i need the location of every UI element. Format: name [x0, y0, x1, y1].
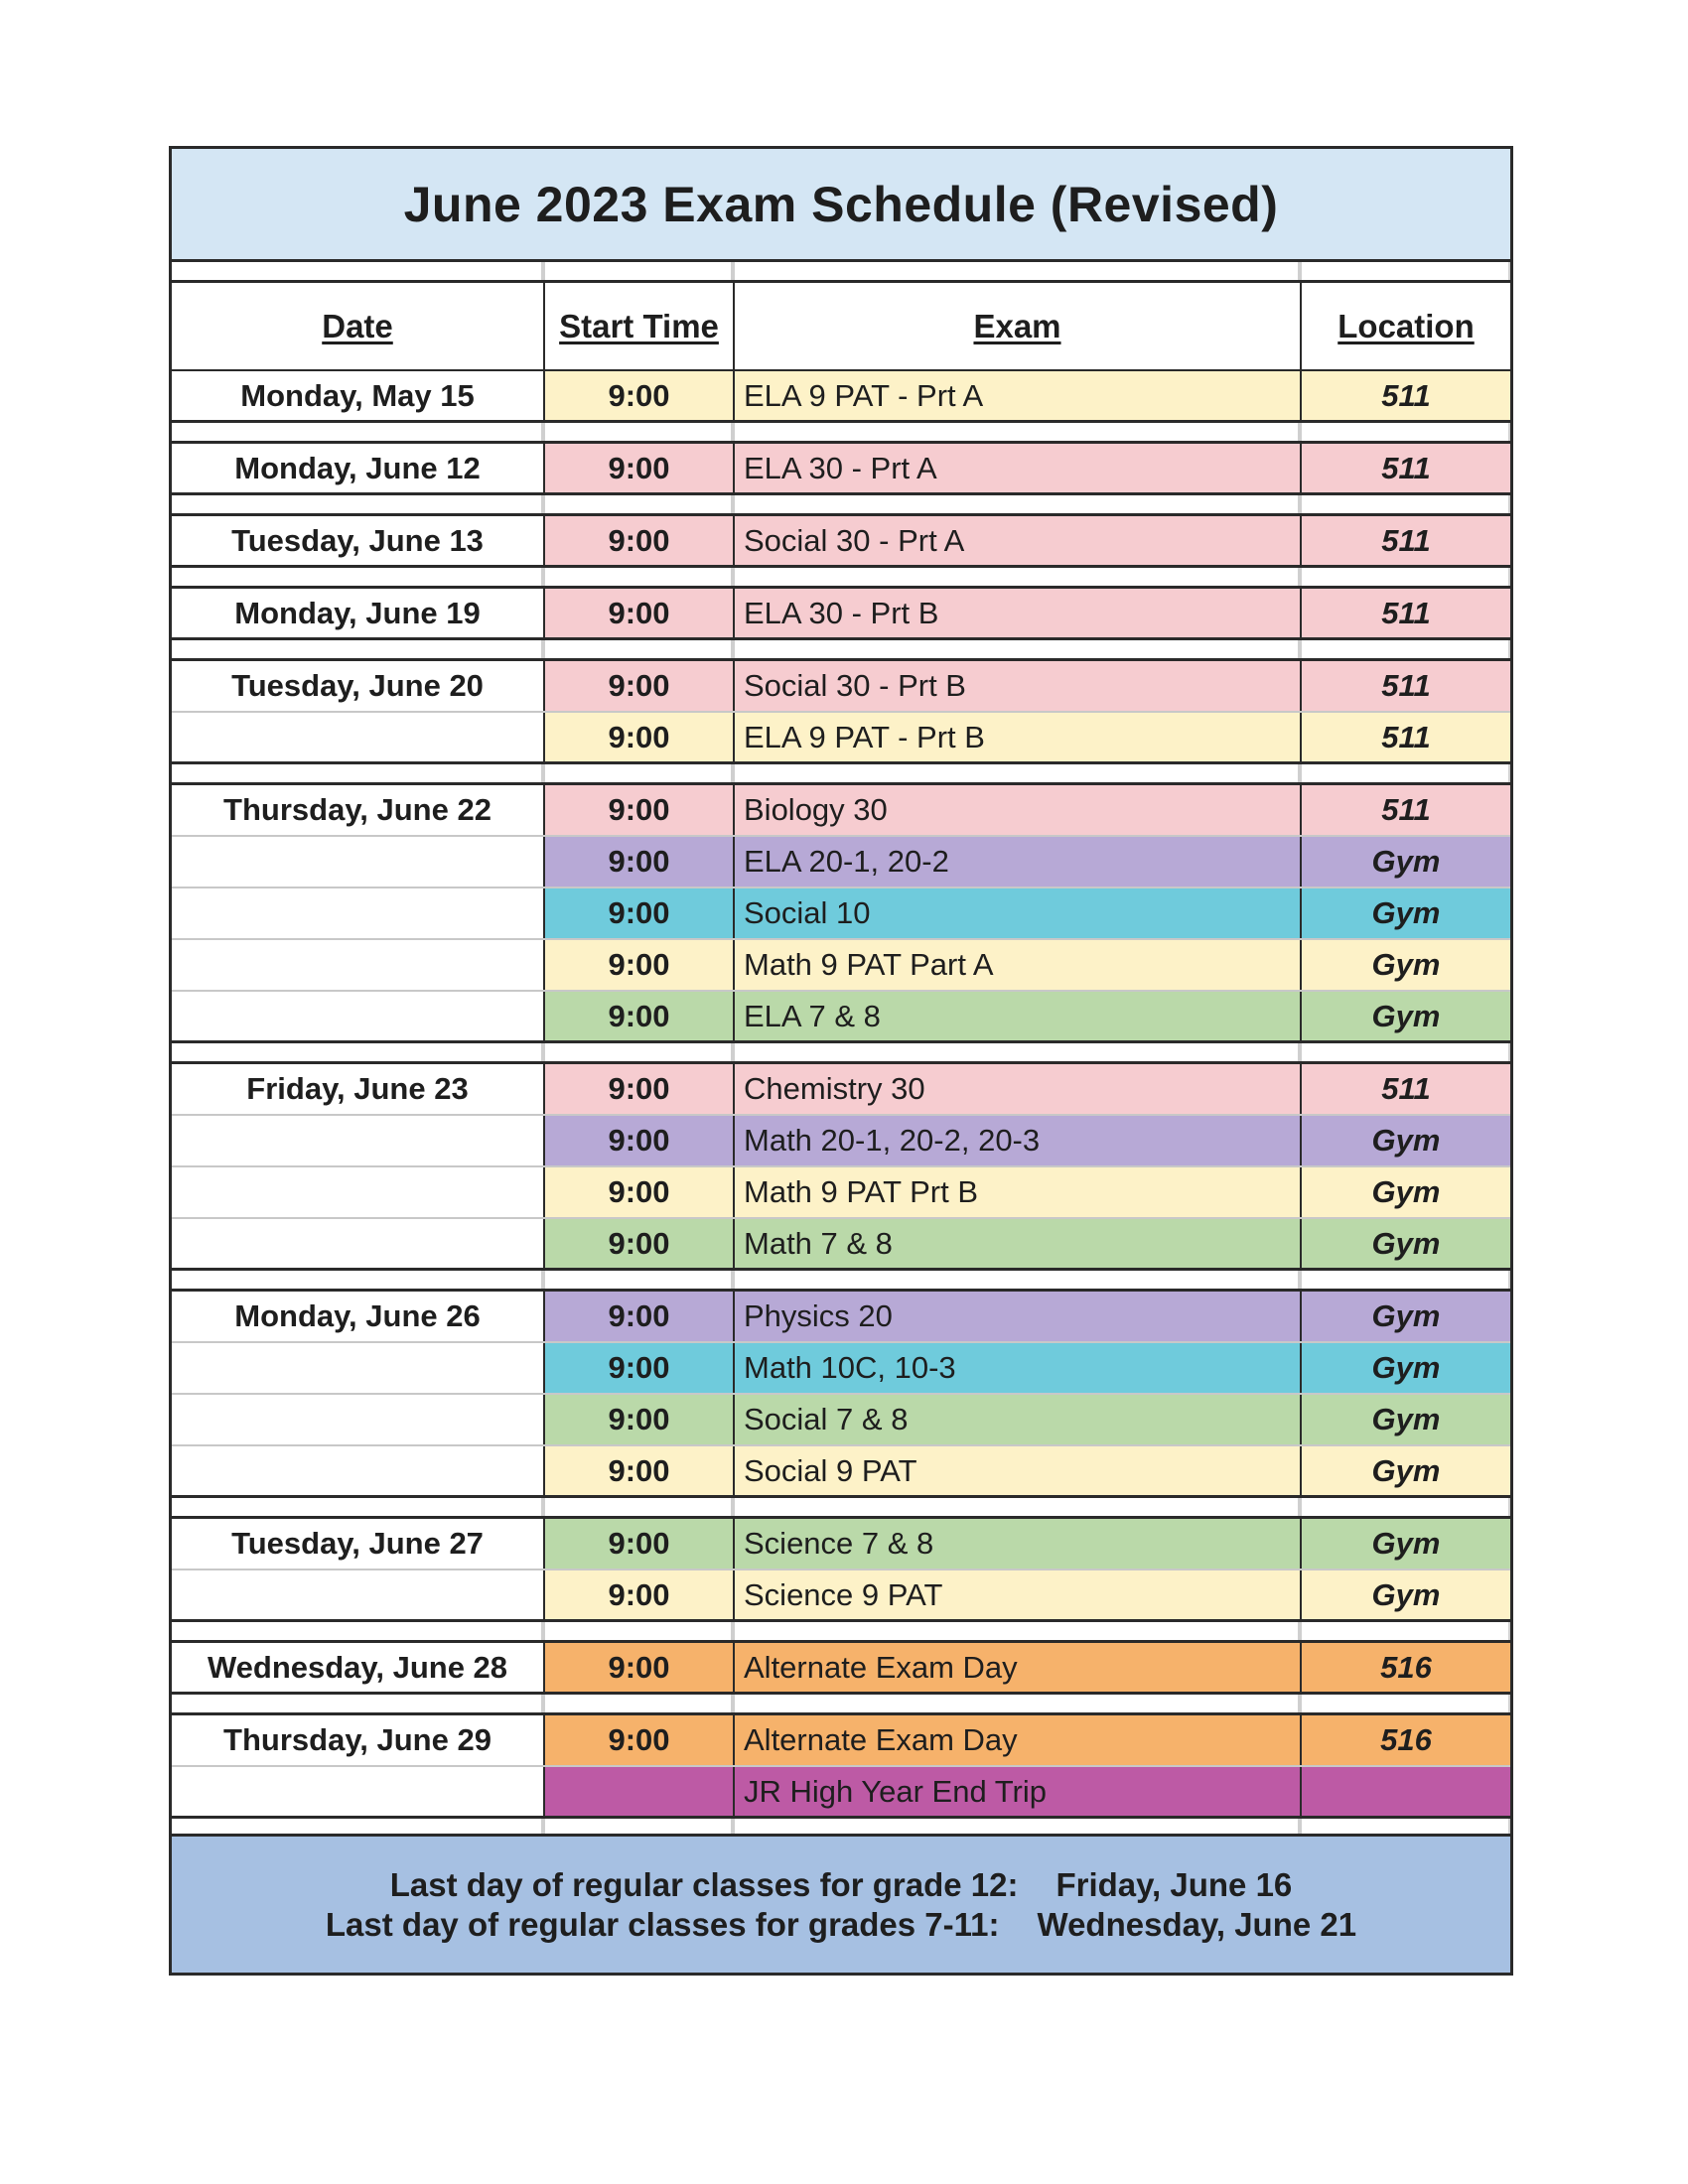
- start-time: 9:00: [608, 1071, 670, 1106]
- table-row: [172, 1167, 1510, 1219]
- exam-cell: [733, 837, 1300, 887]
- exam-name: Math 9 PAT Part A: [744, 947, 994, 982]
- spacer-cell: [733, 262, 1300, 280]
- date-cell: [172, 444, 543, 492]
- spacer-row: [172, 1271, 1510, 1292]
- table-row: [172, 713, 1510, 764]
- table-row: [172, 992, 1510, 1043]
- start-time-cell: [543, 1292, 733, 1341]
- location-cell: [1300, 713, 1510, 761]
- location-cell: [1300, 1570, 1510, 1619]
- table-row: [172, 1570, 1510, 1622]
- spacer-row: [172, 1695, 1510, 1715]
- exam-cell: [733, 1116, 1300, 1165]
- start-time-cell: [543, 1064, 733, 1114]
- table-row: [172, 444, 1510, 495]
- table-row: [172, 1343, 1510, 1395]
- exam-location: 511: [1381, 595, 1431, 630]
- exam-cell: [733, 1064, 1300, 1114]
- header-date-label: Date: [322, 307, 393, 344]
- exam-cell: [733, 1343, 1300, 1393]
- table-row: [172, 1292, 1510, 1343]
- start-time: 9:00: [608, 522, 670, 558]
- header-location: [1300, 283, 1510, 369]
- exam-cell: [733, 992, 1300, 1040]
- spacer-cell: [1300, 640, 1510, 658]
- spacer-cell: [733, 423, 1300, 441]
- table-row: [172, 371, 1510, 423]
- exam-cell: [733, 1446, 1300, 1495]
- start-time-cell: [543, 713, 733, 761]
- spacer-cell: [543, 423, 733, 441]
- exam-name: Social 9 PAT: [744, 1452, 917, 1488]
- date-cell: [172, 1643, 543, 1692]
- date-cell: [172, 888, 543, 938]
- spacer-cell: [733, 764, 1300, 782]
- exam-location: Gym: [1371, 1123, 1441, 1158]
- spacer-cell: [1300, 1043, 1510, 1061]
- table-header-row: [172, 283, 1510, 371]
- date-cell: [172, 1446, 543, 1495]
- exam-location: 511: [1381, 719, 1431, 754]
- location-cell: [1300, 371, 1510, 420]
- exam-name: Chemistry 30: [744, 1071, 925, 1106]
- date-cell: [172, 1167, 543, 1217]
- spacer-row: [172, 262, 1510, 283]
- date-cell: [172, 940, 543, 990]
- location-cell: [1300, 1395, 1510, 1444]
- exam-cell: [733, 516, 1300, 565]
- exam-date: Monday, May 15: [240, 377, 475, 413]
- exam-location: Gym: [1371, 1298, 1441, 1333]
- schedule-table: [172, 262, 1510, 1984]
- title-bar: [172, 149, 1510, 262]
- start-time: 9:00: [608, 719, 670, 754]
- spacer-cell: [543, 568, 733, 586]
- exam-location: Gym: [1371, 1350, 1441, 1385]
- spacer-cell: [733, 568, 1300, 586]
- start-time: 9:00: [608, 1123, 670, 1158]
- spacer-cell: [1300, 423, 1510, 441]
- spacer-cell: [543, 640, 733, 658]
- spacer-cell: [733, 1271, 1300, 1289]
- spacer-cell: [1300, 495, 1510, 513]
- header-exam-label: Exam: [973, 307, 1061, 344]
- date-cell: [172, 1395, 543, 1444]
- start-time-cell: [543, 1570, 733, 1619]
- spacer-cell: [543, 495, 733, 513]
- exam-date: Tuesday, June 27: [231, 1526, 484, 1561]
- start-time-cell: [543, 940, 733, 990]
- exam-cell: [733, 940, 1300, 990]
- exam-cell: [733, 1570, 1300, 1619]
- location-cell: [1300, 837, 1510, 887]
- footer-label: Last day of regular classes for grade 12:: [389, 1865, 1019, 1903]
- location-cell: [1300, 444, 1510, 492]
- exam-cell: [733, 1292, 1300, 1341]
- table-row: [172, 1715, 1510, 1767]
- spacer-row: [172, 1622, 1510, 1643]
- spacer-cell: [543, 262, 733, 280]
- spacer-cell: [1300, 1695, 1510, 1712]
- start-time: 9:00: [608, 1649, 670, 1685]
- exam-date: Thursday, June 29: [223, 1722, 492, 1757]
- exam-name: ELA 30 - Prt A: [744, 450, 937, 485]
- spacer-cell: [543, 1498, 733, 1516]
- exam-cell: [733, 888, 1300, 938]
- exam-name: Math 7 & 8: [744, 1225, 893, 1261]
- location-cell: [1300, 1219, 1510, 1268]
- date-cell: [172, 1219, 543, 1268]
- exam-name: Math 9 PAT Prt B: [744, 1174, 979, 1209]
- spacer-cell: [733, 1622, 1300, 1640]
- location-cell: [1300, 516, 1510, 565]
- spacer-cell: [1300, 1271, 1510, 1289]
- exam-date: Monday, June 12: [234, 450, 481, 485]
- date-cell: [172, 1715, 543, 1765]
- spacer-cell: [543, 1271, 733, 1289]
- location-cell: [1300, 1715, 1510, 1765]
- table-row: [172, 1446, 1510, 1498]
- table-row: [172, 1519, 1510, 1570]
- location-cell: [1300, 940, 1510, 990]
- exam-name: ELA 9 PAT - Prt A: [744, 377, 984, 413]
- location-cell: [1300, 661, 1510, 711]
- exam-name: Social 10: [744, 895, 871, 930]
- spacer-cell: [172, 640, 543, 658]
- date-cell: [172, 1064, 543, 1114]
- location-cell: [1300, 1116, 1510, 1165]
- start-time: 9:00: [608, 377, 670, 413]
- exam-name: Social 30 - Prt B: [744, 668, 966, 703]
- exam-name: Alternate Exam Day: [744, 1649, 1018, 1685]
- spacer-row: [172, 764, 1510, 785]
- start-time-cell: [543, 371, 733, 420]
- start-time: 9:00: [608, 1526, 670, 1561]
- start-time: 9:00: [608, 1174, 670, 1209]
- exam-location: 511: [1381, 450, 1431, 485]
- exam-location: Gym: [1371, 1174, 1441, 1209]
- start-time-cell: [543, 1519, 733, 1569]
- location-cell: [1300, 1519, 1510, 1569]
- spacer-cell: [172, 423, 543, 441]
- location-cell: [1300, 992, 1510, 1040]
- exam-cell: [733, 1395, 1300, 1444]
- location-cell: [1300, 1643, 1510, 1692]
- exam-location: 511: [1381, 1071, 1431, 1106]
- table-row: [172, 1116, 1510, 1167]
- spacer-cell: [1300, 1622, 1510, 1640]
- start-time-cell: [543, 1767, 733, 1816]
- location-cell: [1300, 1343, 1510, 1393]
- start-time-cell: [543, 1116, 733, 1165]
- exam-cell: [733, 1643, 1300, 1692]
- start-time-cell: [543, 661, 733, 711]
- location-cell: [1300, 1167, 1510, 1217]
- spacer-cell: [1300, 568, 1510, 586]
- exam-location: 516: [1380, 1649, 1432, 1685]
- footer-line-grade-12: [390, 1865, 1293, 1905]
- date-cell: [172, 1343, 543, 1393]
- spacer-row: [172, 568, 1510, 589]
- page-title: June 2023 Exam Schedule (Revised): [403, 176, 1279, 232]
- start-time-cell: [543, 1343, 733, 1393]
- spacer-cell: [1300, 764, 1510, 782]
- footer-label: Last day of regular classes for grades 7-11:: [325, 1905, 1000, 1943]
- spacer-cell: [172, 568, 543, 586]
- exam-cell: [733, 589, 1300, 637]
- table-row: [172, 1643, 1510, 1695]
- start-time: 9:00: [608, 1402, 670, 1436]
- location-cell: [1300, 1064, 1510, 1114]
- exam-date: Monday, June 19: [234, 595, 481, 630]
- spacer-cell: [543, 764, 733, 782]
- exam-name: Social 30 - Prt A: [744, 522, 965, 558]
- spacer-row: [172, 640, 1510, 661]
- date-cell: [172, 1116, 543, 1165]
- date-cell: [172, 992, 543, 1040]
- spacer-cell: [172, 1043, 543, 1061]
- spacer-cell: [172, 495, 543, 513]
- table-row: [172, 837, 1510, 888]
- header-start-time-label: Start Time: [559, 307, 719, 344]
- spacer-cell: [733, 1498, 1300, 1516]
- start-time: 9:00: [608, 947, 670, 982]
- location-cell: [1300, 888, 1510, 938]
- start-time: 9:00: [608, 1722, 670, 1757]
- exam-date: Thursday, June 22: [223, 792, 492, 827]
- date-cell: [172, 1767, 543, 1816]
- table-row: [172, 888, 1510, 940]
- footer-value: Friday, June 16: [1055, 1865, 1293, 1903]
- date-cell: [172, 837, 543, 887]
- start-time: 9:00: [608, 998, 670, 1033]
- date-cell: [172, 589, 543, 637]
- table-row: [172, 940, 1510, 992]
- exam-schedule-sheet: [169, 146, 1513, 1976]
- date-cell: [172, 1519, 543, 1569]
- start-time: 9:00: [608, 1576, 670, 1612]
- exam-name: ELA 7 & 8: [744, 998, 881, 1033]
- start-time: 9:00: [608, 668, 670, 703]
- table-row: [172, 1395, 1510, 1446]
- exam-name: ELA 30 - Prt B: [744, 595, 939, 630]
- table-row: [172, 1219, 1510, 1271]
- start-time: 9:00: [608, 844, 670, 879]
- exam-cell: [733, 1167, 1300, 1217]
- exam-location: 511: [1381, 377, 1431, 413]
- location-cell: [1300, 589, 1510, 637]
- exam-name: ELA 9 PAT - Prt B: [744, 719, 985, 754]
- table-row: [172, 516, 1510, 568]
- start-time-cell: [543, 516, 733, 565]
- start-time-cell: [543, 444, 733, 492]
- location-cell: [1300, 1767, 1510, 1816]
- exam-name: JR High Year End Trip: [744, 1773, 1048, 1809]
- spacer-row: [172, 1498, 1510, 1519]
- exam-location: Gym: [1371, 998, 1441, 1033]
- start-time-cell: [543, 1715, 733, 1765]
- start-time-cell: [543, 992, 733, 1040]
- exam-location: 516: [1380, 1722, 1432, 1757]
- date-cell: [172, 785, 543, 835]
- spacer-cell: [172, 1271, 543, 1289]
- spacer-cell: [543, 1043, 733, 1061]
- exam-name: Science 7 & 8: [744, 1526, 934, 1561]
- spacer-cell: [733, 495, 1300, 513]
- start-time: 9:00: [608, 450, 670, 485]
- start-time-cell: [543, 1446, 733, 1495]
- exam-location: 511: [1381, 792, 1431, 827]
- exam-date: Tuesday, June 13: [231, 522, 484, 558]
- exam-location: Gym: [1371, 895, 1441, 930]
- exam-name: Alternate Exam Day: [744, 1722, 1018, 1757]
- exam-cell: [733, 444, 1300, 492]
- table-row: [172, 1767, 1510, 1819]
- exam-location: Gym: [1371, 947, 1441, 982]
- footer-value: Wednesday, June 21: [1037, 1905, 1357, 1943]
- spacer-cell: [543, 1622, 733, 1640]
- footer-notes: [172, 1834, 1510, 1973]
- exam-location: Gym: [1371, 1526, 1441, 1561]
- exam-cell: [733, 1519, 1300, 1569]
- exam-location: Gym: [1371, 1225, 1441, 1261]
- start-time-cell: [543, 888, 733, 938]
- start-time-cell: [543, 589, 733, 637]
- exam-cell: [733, 1767, 1300, 1816]
- start-time-cell: [543, 1643, 733, 1692]
- table-row: [172, 1064, 1510, 1116]
- table-row: [172, 589, 1510, 640]
- exam-date: Wednesday, June 28: [207, 1649, 508, 1685]
- header-location-label: Location: [1337, 307, 1475, 344]
- start-time-cell: [543, 785, 733, 835]
- exam-cell: [733, 1219, 1300, 1268]
- date-cell: [172, 1292, 543, 1341]
- spacer-cell: [1300, 1498, 1510, 1516]
- exam-cell: [733, 713, 1300, 761]
- exam-name: Biology 30: [744, 792, 888, 827]
- exam-cell: [733, 371, 1300, 420]
- table-row: [172, 661, 1510, 713]
- exam-date: Friday, June 23: [246, 1071, 469, 1106]
- spacer-cell: [172, 262, 543, 280]
- exam-name: Science 9 PAT: [744, 1576, 943, 1612]
- location-cell: [1300, 785, 1510, 835]
- header-start-time: [543, 283, 733, 369]
- spacer-cell: [733, 640, 1300, 658]
- exam-location: 511: [1381, 668, 1431, 703]
- exam-name: Math 20-1, 20-2, 20-3: [744, 1123, 1041, 1158]
- exam-name: ELA 20-1, 20-2: [744, 844, 949, 879]
- table-row: [172, 785, 1510, 837]
- start-time: 9:00: [608, 792, 670, 827]
- spacer-row: [172, 1043, 1510, 1064]
- spacer-row: [172, 423, 1510, 444]
- start-time: 9:00: [608, 895, 670, 930]
- location-cell: [1300, 1446, 1510, 1495]
- exam-location: Gym: [1371, 1402, 1441, 1436]
- location-cell: [1300, 1292, 1510, 1341]
- exam-name: Social 7 & 8: [744, 1402, 909, 1436]
- header-date: [172, 283, 543, 369]
- start-time-cell: [543, 1219, 733, 1268]
- spacer-cell: [1300, 262, 1510, 280]
- start-time: 9:00: [608, 1452, 670, 1488]
- start-time-cell: [543, 1395, 733, 1444]
- date-cell: [172, 661, 543, 711]
- start-time: 9:00: [608, 1350, 670, 1385]
- exam-name: Physics 20: [744, 1298, 893, 1333]
- start-time-cell: [543, 837, 733, 887]
- start-time-cell: [543, 1167, 733, 1217]
- spacer-cell: [733, 1695, 1300, 1712]
- spacer-cell: [172, 1695, 543, 1712]
- start-time: 9:00: [608, 1225, 670, 1261]
- exam-date: Tuesday, June 20: [231, 668, 484, 703]
- exam-cell: [733, 1715, 1300, 1765]
- spacer-cell: [172, 764, 543, 782]
- spacer-cell: [543, 1695, 733, 1712]
- date-cell: [172, 713, 543, 761]
- date-cell: [172, 516, 543, 565]
- start-time: 9:00: [608, 595, 670, 630]
- start-time: 9:00: [608, 1298, 670, 1333]
- exam-name: Math 10C, 10-3: [744, 1350, 956, 1385]
- exam-cell: [733, 785, 1300, 835]
- footer-line-grades-7-11: [326, 1905, 1356, 1945]
- spacer-cell: [172, 1622, 543, 1640]
- date-cell: [172, 1570, 543, 1619]
- exam-date: Monday, June 26: [234, 1298, 481, 1333]
- spacer-row: [172, 495, 1510, 516]
- header-exam: [733, 283, 1300, 369]
- spacer-cell: [172, 1498, 543, 1516]
- exam-location: 511: [1381, 522, 1431, 558]
- exam-location: Gym: [1371, 1452, 1441, 1488]
- exam-location: Gym: [1371, 844, 1441, 879]
- exam-location: Gym: [1371, 1576, 1441, 1612]
- exam-cell: [733, 661, 1300, 711]
- date-cell: [172, 371, 543, 420]
- spacer-cell: [733, 1043, 1300, 1061]
